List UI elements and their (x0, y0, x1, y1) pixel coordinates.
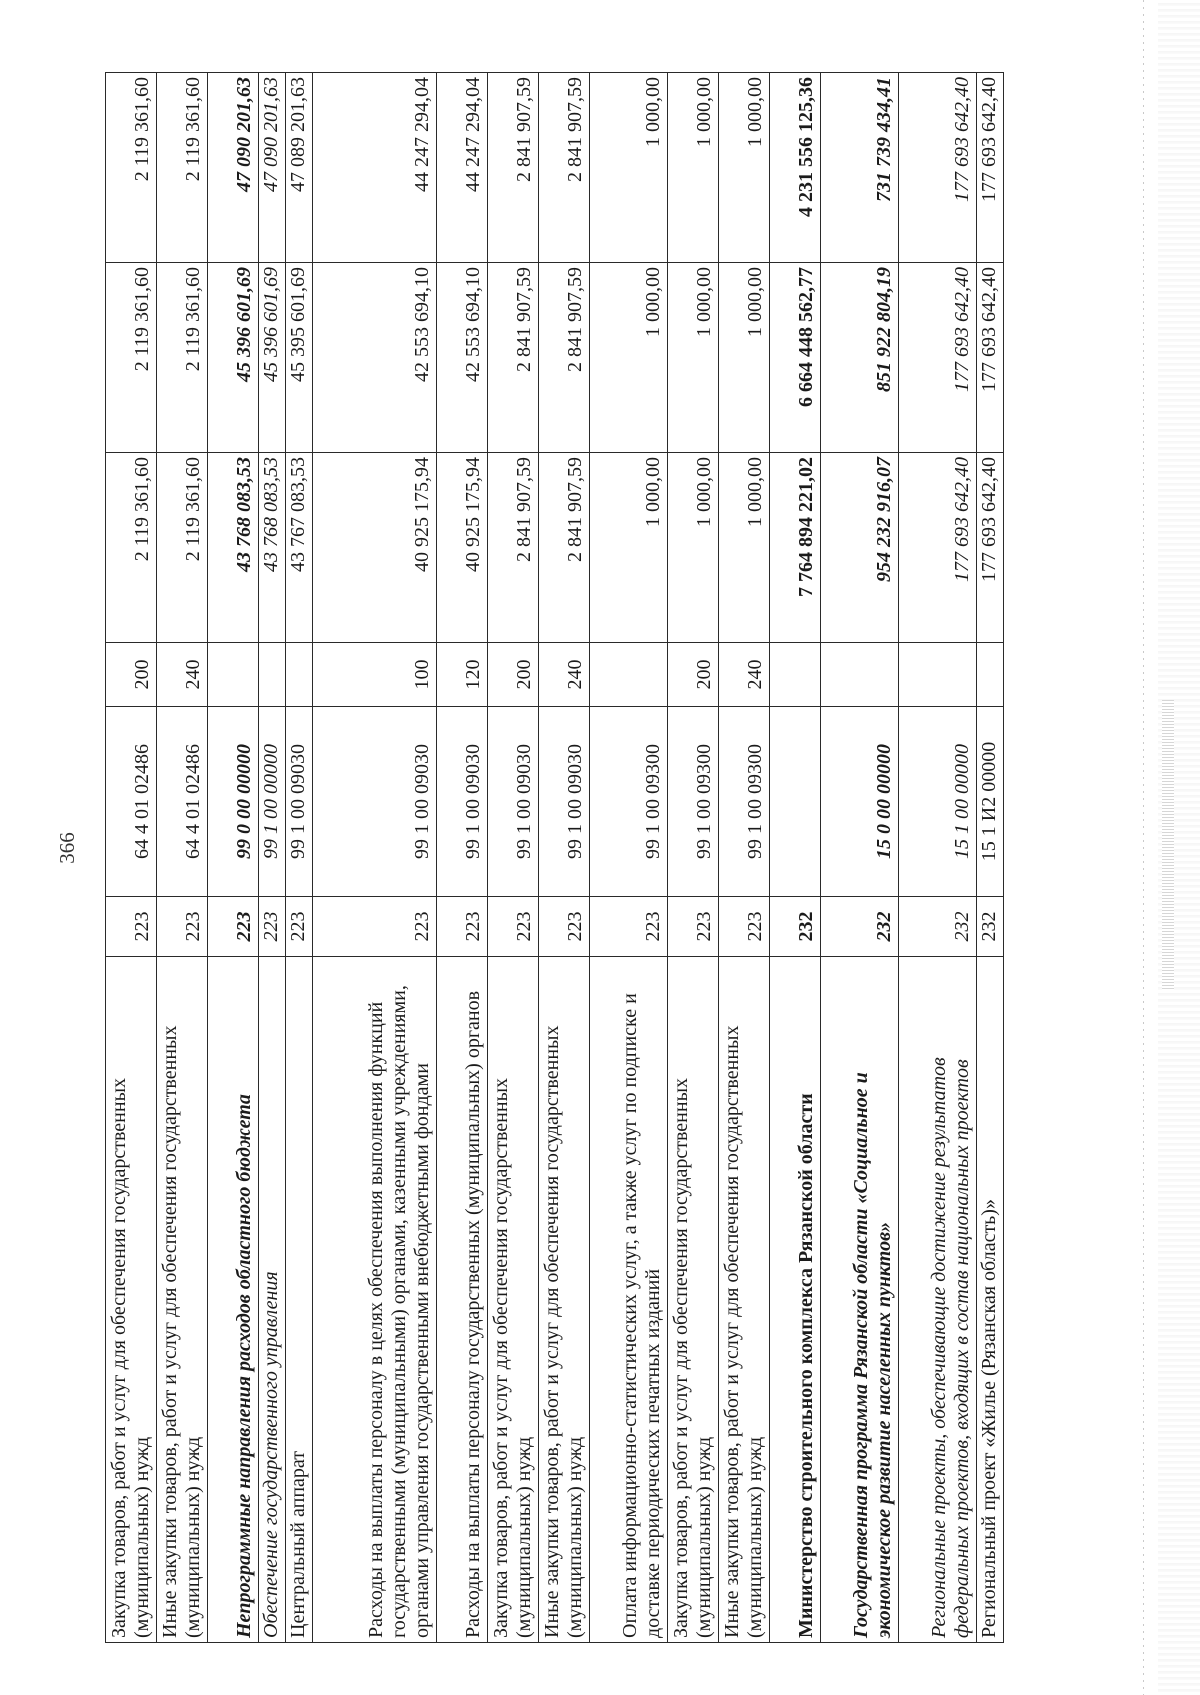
table-row (259, 73, 286, 1643)
row-amount-year-2: 45 395 601,69 (286, 263, 313, 453)
table-row (821, 73, 899, 1643)
row-amount-year-3: 1 000,00 (668, 73, 719, 263)
row-target-code: 64 4 01 02486 (157, 707, 208, 897)
row-description: Оплата информационно-статистических услуг, а также услуг по подписке и доставке периодических печатных изданий (590, 957, 668, 1643)
row-amount-year-1: 177 693 642,40 (977, 453, 1004, 643)
row-amount-year-2: 177 693 642,40 (977, 263, 1004, 453)
row-amount-year-1: 40 925 175,94 (313, 453, 437, 643)
row-expense-type: 240 (539, 643, 590, 707)
row-amount-year-2: 2 119 361,60 (106, 263, 157, 453)
row-ministry-code: 232 (977, 897, 1004, 957)
row-ministry-code: 232 (770, 897, 821, 957)
row-amount-year-3: 44 247 294,04 (437, 73, 488, 263)
row-amount-year-2: 1 000,00 (590, 263, 668, 453)
budget-table-wrap (105, 73, 1004, 1643)
table-row (977, 73, 1004, 1643)
row-amount-year-2: 2 841 907,59 (539, 263, 590, 453)
row-amount-year-1: 1 000,00 (668, 453, 719, 643)
row-amount-year-2: 2 119 361,60 (157, 263, 208, 453)
row-expense-type: 240 (719, 643, 770, 707)
row-amount-year-2: 1 000,00 (719, 263, 770, 453)
row-expense-type: 200 (488, 643, 539, 707)
row-description: Расходы на выплаты персоналу государственных (муниципальных) органов (437, 957, 488, 1643)
row-amount-year-1: 2 841 907,59 (539, 453, 590, 643)
row-description: Иные закупки товаров, работ и услуг для обеспечения государственных (муниципальных) нужд (719, 957, 770, 1643)
table-row (899, 73, 977, 1643)
row-expense-type (208, 643, 259, 707)
row-amount-year-3: 177 693 642,40 (977, 73, 1004, 263)
row-amount-year-3: 2 841 907,59 (488, 73, 539, 263)
row-expense-type (286, 643, 313, 707)
table-row (157, 73, 208, 1643)
row-ministry-code: 232 (899, 897, 977, 957)
table-row (208, 73, 259, 1643)
table-row (539, 73, 590, 1643)
row-amount-year-1: 177 693 642,40 (899, 453, 977, 643)
row-target-code (770, 707, 821, 897)
row-amount-year-3: 2 119 361,60 (106, 73, 157, 263)
row-ministry-code: 223 (286, 897, 313, 957)
row-expense-type: 240 (157, 643, 208, 707)
row-description: Региональные проекты, обеспечивающие достижение результатов федеральных проектов, входящих в состав национальных проектов (899, 957, 977, 1643)
row-amount-year-3: 44 247 294,04 (313, 73, 437, 263)
row-ministry-code: 223 (590, 897, 668, 957)
table-row (770, 73, 821, 1643)
row-target-code: 99 0 00 00000 (208, 707, 259, 897)
row-description: Закупка товаров, работ и услуг для обеспечения государственных (муниципальных) нужд (488, 957, 539, 1643)
row-amount-year-3: 1 000,00 (590, 73, 668, 263)
row-target-code: 99 1 00 00000 (259, 707, 286, 897)
row-description: Обеспечение государственного управления (259, 957, 286, 1643)
row-amount-year-1: 7 764 894 221,02 (770, 453, 821, 643)
row-amount-year-1: 2 119 361,60 (106, 453, 157, 643)
row-description: Расходы на выплаты персоналу в целях обеспечения выполнения функций государственными (муниципальными) органами, казенными учреждениями, органами управления государственными внебюджетными фондами (313, 957, 437, 1643)
row-amount-year-1: 43 767 083,53 (286, 453, 313, 643)
row-ministry-code: 223 (157, 897, 208, 957)
table-row (286, 73, 313, 1643)
row-amount-year-3: 1 000,00 (719, 73, 770, 263)
row-amount-year-2: 42 553 694,10 (313, 263, 437, 453)
row-target-code: 99 1 00 09030 (313, 707, 437, 897)
row-ministry-code: 223 (488, 897, 539, 957)
row-target-code: 15 0 00 00000 (821, 707, 899, 897)
row-amount-year-2: 45 396 601,69 (259, 263, 286, 453)
row-target-code: 99 1 00 09030 (437, 707, 488, 897)
row-target-code: 99 1 00 09030 (539, 707, 590, 897)
row-ministry-code: 232 (821, 897, 899, 957)
row-ministry-code: 223 (313, 897, 437, 957)
row-expense-type (590, 643, 668, 707)
row-ministry-code: 223 (106, 897, 157, 957)
row-amount-year-1: 40 925 175,94 (437, 453, 488, 643)
budget-table (105, 72, 1004, 1643)
row-description: Региональный проект «Жилье (Рязанская область)» (977, 957, 1004, 1643)
row-expense-type (899, 643, 977, 707)
row-description: Непрограммные направления расходов областного бюджета (208, 957, 259, 1643)
row-target-code: 15 1 00 00000 (899, 707, 977, 897)
row-amount-year-1: 954 232 916,07 (821, 453, 899, 643)
row-description: Закупка товаров, работ и услуг для обеспечения государственных (муниципальных) нужд (106, 957, 157, 1643)
row-expense-type (821, 643, 899, 707)
row-amount-year-3: 2 841 907,59 (539, 73, 590, 263)
row-ministry-code: 223 (719, 897, 770, 957)
row-target-code: 99 1 00 09300 (590, 707, 668, 897)
row-target-code: 99 1 00 09030 (286, 707, 313, 897)
row-expense-type: 200 (668, 643, 719, 707)
row-ministry-code: 223 (437, 897, 488, 957)
row-amount-year-1: 2 841 907,59 (488, 453, 539, 643)
row-amount-year-3: 4 231 556 125,36 (770, 73, 821, 263)
row-amount-year-3: 47 090 201,63 (208, 73, 259, 263)
row-target-code: 15 1 И2 00000 (977, 707, 1004, 897)
page-number: 366 (55, 832, 79, 864)
row-target-code: 99 1 00 09030 (488, 707, 539, 897)
row-amount-year-3: 47 089 201,63 (286, 73, 313, 263)
table-row (437, 73, 488, 1643)
row-amount-year-1: 43 768 083,53 (259, 453, 286, 643)
row-amount-year-1: 1 000,00 (590, 453, 668, 643)
row-amount-year-2: 177 693 642,40 (899, 263, 977, 453)
row-target-code: 99 1 00 09300 (668, 707, 719, 897)
row-ministry-code: 223 (208, 897, 259, 957)
row-description: Закупка товаров, работ и услуг для обеспечения государственных (муниципальных) нужд (668, 957, 719, 1643)
row-target-code: 99 1 00 09300 (719, 707, 770, 897)
row-description: Министерство строительного комплекса Рязанской области (770, 957, 821, 1643)
row-expense-type (977, 643, 1004, 707)
row-amount-year-2: 42 553 694,10 (437, 263, 488, 453)
row-ministry-code: 223 (259, 897, 286, 957)
row-description: Государственная программа Рязанской области «Социальное и экономическое развитие населенных пунктов» (821, 957, 899, 1643)
row-amount-year-3: 47 090 201,63 (259, 73, 286, 263)
row-description: Иные закупки товаров, работ и услуг для обеспечения государственных (муниципальных) нужд (157, 957, 208, 1643)
row-amount-year-2: 2 841 907,59 (488, 263, 539, 453)
row-target-code: 64 4 01 02486 (106, 707, 157, 897)
row-expense-type: 200 (106, 643, 157, 707)
table-row (313, 73, 437, 1643)
row-amount-year-3: 731 739 434,41 (821, 73, 899, 263)
row-description: Иные закупки товаров, работ и услуг для обеспечения государственных (муниципальных) нужд (539, 957, 590, 1643)
table-row (590, 73, 668, 1643)
row-description: Центральный аппарат (286, 957, 313, 1643)
row-expense-type (770, 643, 821, 707)
row-amount-year-1: 1 000,00 (719, 453, 770, 643)
row-expense-type: 120 (437, 643, 488, 707)
row-amount-year-2: 1 000,00 (668, 263, 719, 453)
row-amount-year-1: 43 768 083,53 (208, 453, 259, 643)
row-amount-year-2: 6 664 448 562,77 (770, 263, 821, 453)
row-amount-year-2: 851 922 804,19 (821, 263, 899, 453)
row-expense-type (259, 643, 286, 707)
row-amount-year-1: 2 119 361,60 (157, 453, 208, 643)
row-amount-year-3: 2 119 361,60 (157, 73, 208, 263)
table-row (668, 73, 719, 1643)
row-ministry-code: 223 (668, 897, 719, 957)
row-amount-year-2: 45 396 601,69 (208, 263, 259, 453)
table-row (106, 73, 157, 1643)
table-row (719, 73, 770, 1643)
budget-table-body (106, 73, 1004, 1643)
row-ministry-code: 223 (539, 897, 590, 957)
row-expense-type: 100 (313, 643, 437, 707)
row-amount-year-3: 177 693 642,40 (899, 73, 977, 263)
table-row (488, 73, 539, 1643)
